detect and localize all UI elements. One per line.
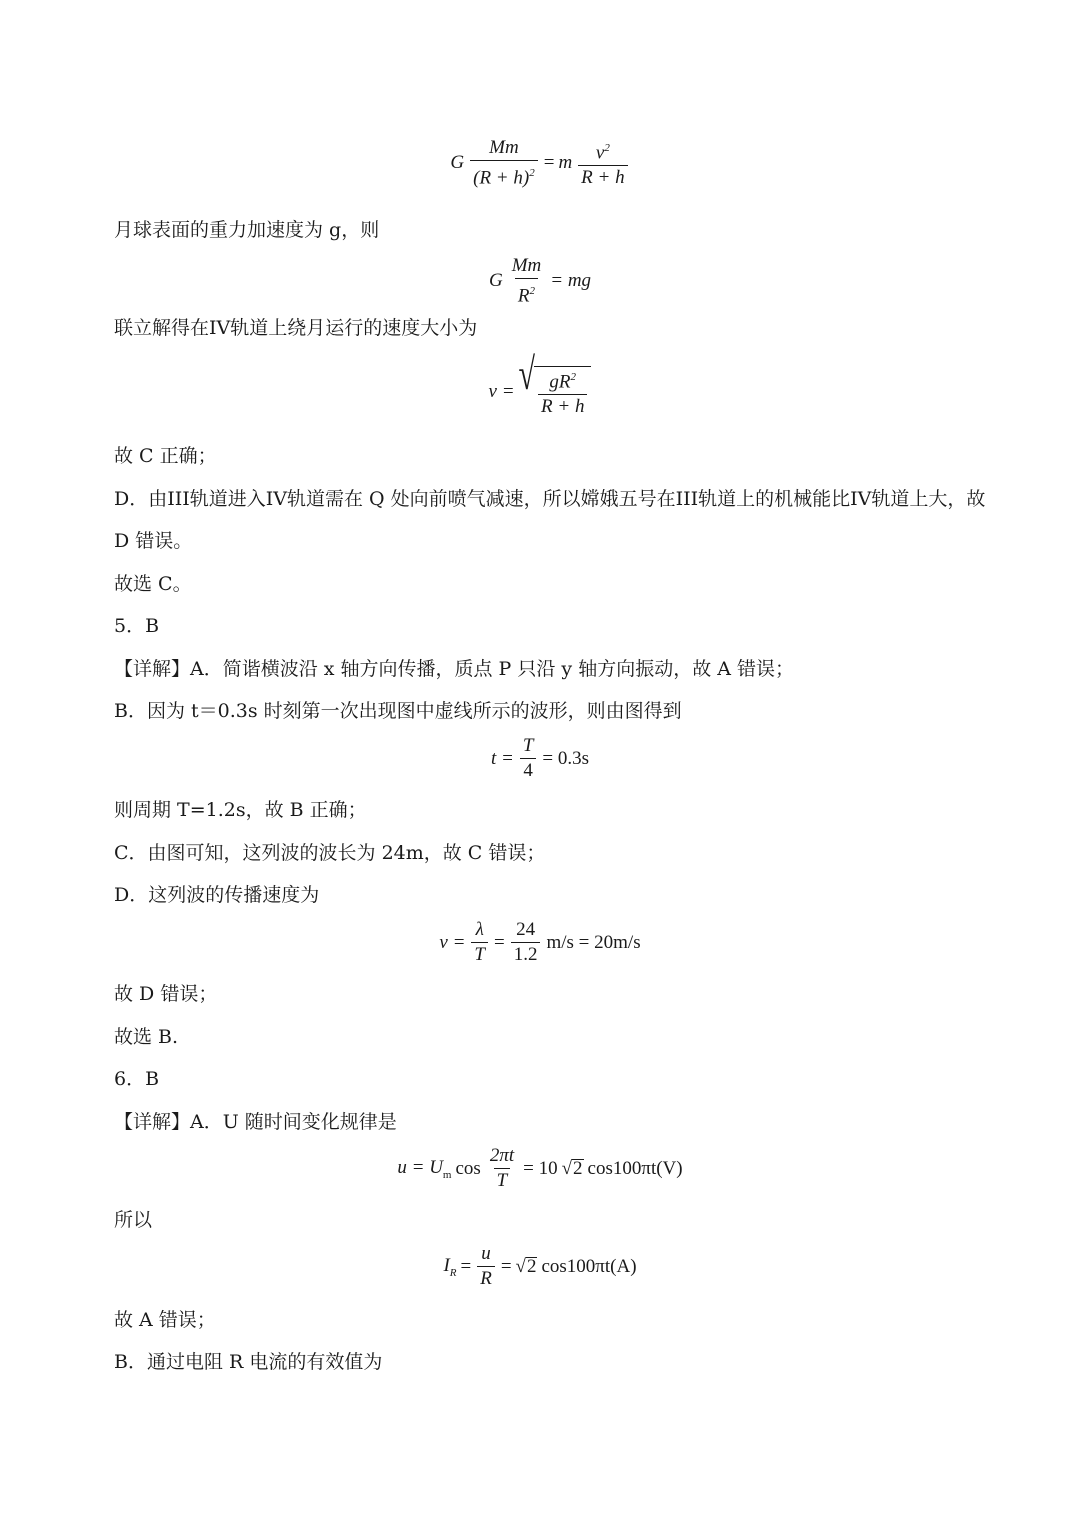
eq5-rhs: m/s = 20m/s: [546, 931, 641, 953]
eq3-denominator: R + h: [538, 394, 587, 417]
paragraph-d-explanation: D．由III轨道进入IV轨道需在 Q 处向前喷气减速，所以嫦娥五号在III轨道上的机械能比IV轨道上大，故: [114, 488, 986, 510]
equation-current: [0, 1244, 1080, 1289]
eq3-sqrt: [518, 350, 592, 418]
eq1-right-denominator: R + h: [578, 165, 627, 188]
radical-sign-icon: √: [515, 1255, 526, 1277]
eq6-mid: = 10: [523, 1157, 558, 1179]
eq7-denominator: R: [477, 1266, 495, 1289]
paragraph-period: 则周期 T=1.2s，故 B 正确；: [114, 799, 367, 821]
eq2-G: G: [488, 270, 503, 292]
paragraph-d-wrong-2: 故 D 错误；: [114, 983, 218, 1005]
paragraph-moon-gravity: 月球表面的重力加速度为 g，则: [114, 219, 380, 241]
eq2-denominator-exponent: 2: [529, 285, 536, 297]
eq2-denominator: R: [517, 285, 530, 307]
eq6-rhs: cos100πt(V): [587, 1157, 683, 1179]
eq6-cos: cos: [455, 1157, 481, 1179]
question-6-answer: 6．B: [114, 1068, 160, 1090]
eq5-denominator-2: 1.2: [511, 942, 541, 965]
paragraph-c-correct: 故 C 正确；: [114, 445, 217, 467]
eq1-G: G: [450, 152, 465, 174]
equation-voltage: [0, 1146, 1080, 1191]
eq1-left-fraction: [470, 138, 538, 188]
question-5-answer: 5．B: [114, 615, 160, 637]
equation-gravity-orbit: [0, 138, 1080, 188]
paragraph-choose-b: 故选 B.: [114, 1026, 179, 1048]
eq5-numerator-2: 24: [516, 919, 536, 940]
paragraph-a-wrong: 故 A 错误；: [114, 1309, 216, 1331]
eq6-lhs: u = U: [397, 1156, 443, 1178]
eq1-right-fraction: [578, 138, 627, 188]
paragraph-q6-b: B．通过电阻 R 电流的有效值为: [114, 1351, 383, 1373]
eq5-fraction-1: [471, 920, 488, 965]
equation-wave-speed: [0, 920, 1080, 965]
eq4-fraction: [520, 736, 537, 781]
eq5-denominator-1: T: [471, 942, 488, 965]
eq1-left-denominator: (R + h): [473, 167, 530, 189]
eq1-right-numerator: v: [595, 142, 605, 164]
eq4-numerator: T: [522, 735, 534, 756]
eq3-numerator: gR: [549, 371, 571, 393]
eq4-denominator: 4: [520, 758, 536, 781]
eq6-lhs-subscript: m: [442, 1168, 452, 1181]
paragraph-so: 所以: [114, 1209, 153, 1231]
paragraph-q6-detail-a: 【详解】A．U 随时间变化规律是: [114, 1111, 397, 1133]
eq7-lhs-subscript: R: [449, 1266, 457, 1279]
paragraph-solve-speed: 联立解得在IV轨道上绕月运行的速度大小为: [114, 317, 478, 339]
equation-surface-gravity: [0, 256, 1080, 306]
eq1-left-numerator: Mm: [489, 137, 519, 158]
eq7-fraction: [477, 1244, 495, 1289]
eq6-fraction: [487, 1146, 517, 1191]
paragraph-q5-detail-a: 【详解】A．简谐横波沿 x 轴方向传播，质点 P 只沿 y 轴方向振动，故 A 错误；: [114, 658, 794, 680]
eq5-lhs: v =: [439, 931, 466, 953]
eq3-numerator-exponent: 2: [570, 371, 577, 383]
eq6-root: 2: [573, 1158, 583, 1179]
eq7-root: 2: [526, 1256, 537, 1277]
eq7-mid: =: [500, 1255, 512, 1277]
radical-sign-icon: √: [561, 1157, 573, 1179]
eq3-lhs: v =: [488, 380, 515, 402]
eq1-equals: =: [543, 152, 555, 174]
eq7-numerator: u: [481, 1243, 491, 1264]
paragraph-choose-c: 故选 C。: [114, 573, 192, 595]
eq4-rhs: = 0.3s: [542, 747, 590, 769]
eq1-left-denominator-exponent: 2: [529, 167, 535, 179]
equation-time-period: [0, 736, 1080, 781]
paragraph-q5-d: D．这列波的传播速度为: [114, 884, 320, 906]
eq1-m: m: [558, 152, 573, 174]
eq4-lhs: t =: [490, 747, 514, 769]
paragraph-d-wrong: D 错误。: [114, 530, 193, 552]
eq5-numerator-1: λ: [475, 919, 484, 940]
eq7-sqrt: [516, 1256, 538, 1278]
eq2-rhs: = mg: [550, 270, 592, 292]
paragraph-q5-c: C．由图可知，这列波的波长为 24m，故 C 错误；: [114, 842, 546, 864]
eq7-equals: =: [460, 1255, 472, 1277]
eq3-fraction: [538, 367, 587, 417]
radical-sign-icon: √: [518, 350, 536, 400]
eq6-sqrt: [562, 1158, 584, 1180]
paragraph-q5-b: B．因为 t＝0.3s 时刻第一次出现图中虚线所示的波形，则由图得到: [114, 700, 682, 722]
eq6-numerator: 2πt: [489, 1145, 515, 1166]
eq1-right-numerator-exponent: 2: [604, 142, 610, 154]
eq5-equals: =: [494, 931, 505, 953]
equation-orbit-speed: [0, 350, 1080, 418]
eq5-fraction-2: [511, 920, 541, 965]
eq2-fraction: [509, 256, 545, 306]
eq2-numerator: Mm: [511, 255, 542, 276]
eq7-rhs: cos100πt(A): [541, 1255, 637, 1277]
eq7-lhs: I: [443, 1254, 450, 1276]
eq6-denominator: T: [494, 1168, 511, 1191]
